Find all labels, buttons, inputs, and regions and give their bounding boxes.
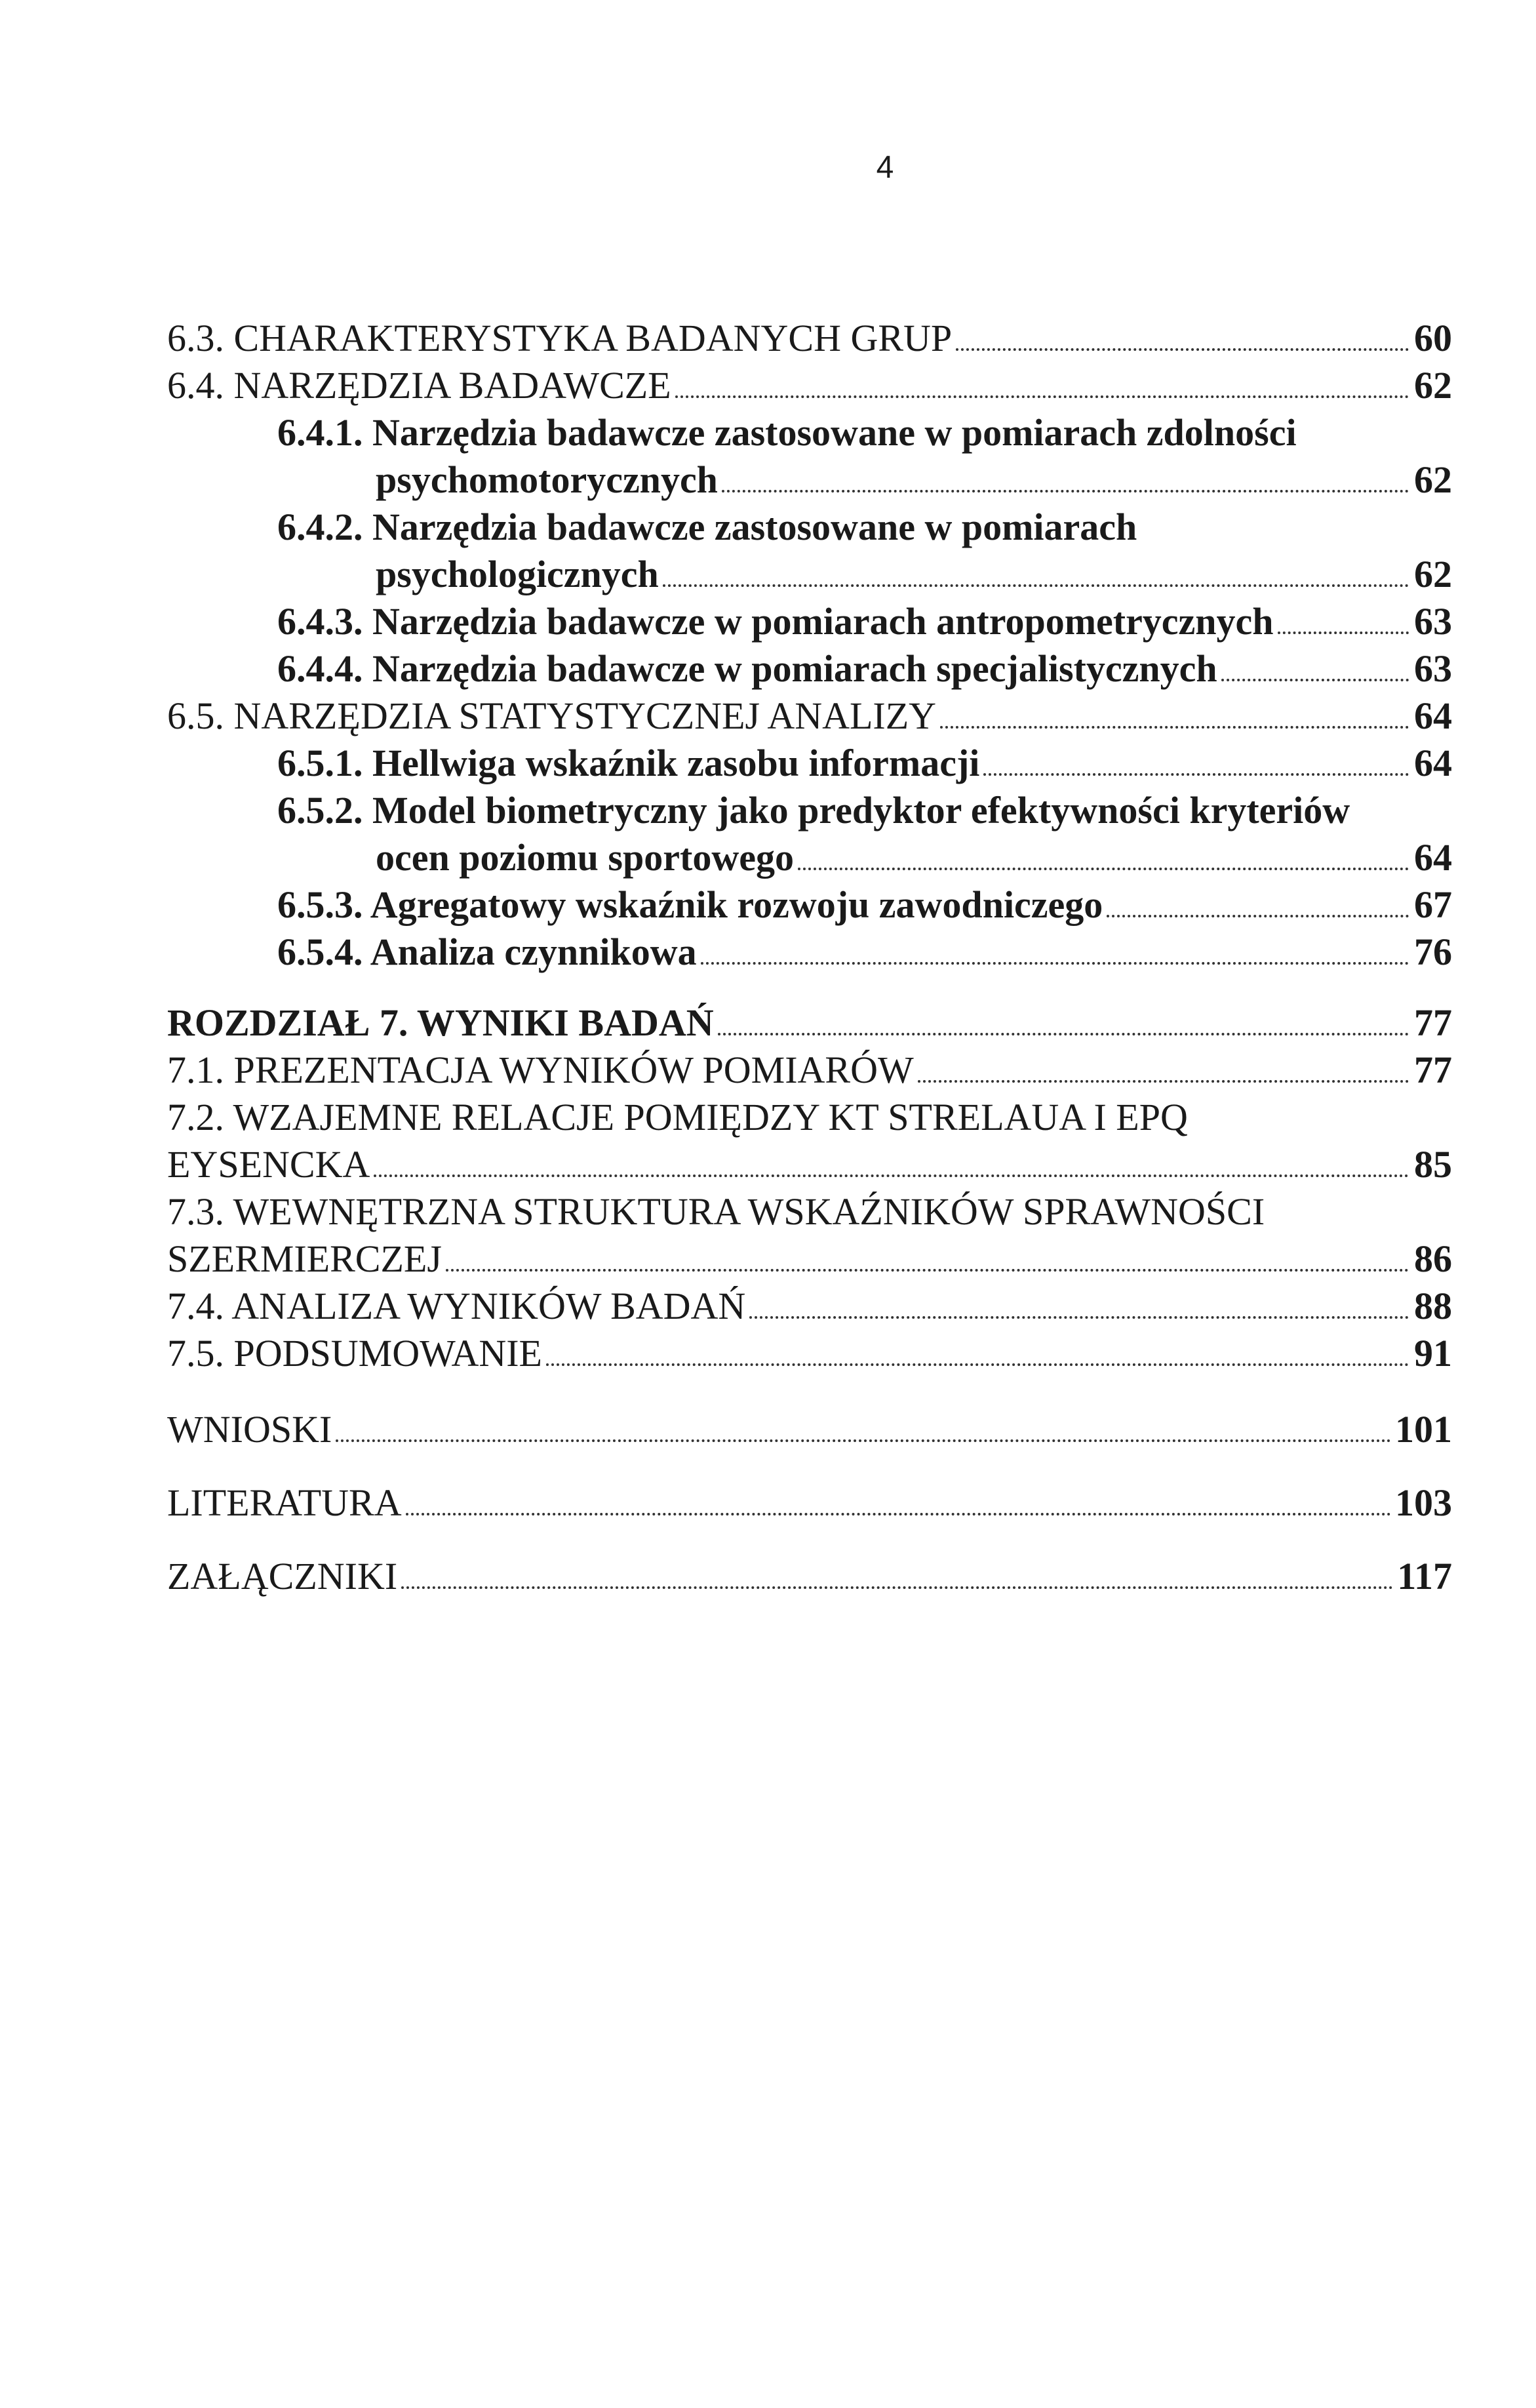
toc-entry-label: 6.5.1. Hellwiga wskaźnik zasobu informacji	[277, 742, 980, 784]
toc-entry-page: 67	[1414, 883, 1452, 926]
toc-entry-page: 76	[1414, 931, 1452, 973]
toc-entry-label: 6.5.3. Agregatowy wskaźnik rozwoju zawodniczego	[277, 883, 1103, 926]
toc-entry-7-2[interactable]: 7.2. WZAJEMNE RELACJE POMIĘDZY KT STRELAUA I EPQ	[167, 1096, 1188, 1138]
toc-entry-label: ROZDZIAŁ 7. WYNIKI BADAŃ	[167, 1001, 714, 1044]
dot-leader	[983, 763, 1409, 776]
toc-entry-6-4-2-cont[interactable]	[167, 551, 1452, 598]
toc-entry-label: ocen poziomu sportowego	[376, 836, 794, 879]
toc-entry-7-1[interactable]	[167, 1047, 1452, 1094]
toc-entry-label: ZAŁĄCZNIKI	[167, 1555, 398, 1597]
spacer	[167, 976, 1452, 999]
toc-entry-page: 62	[1414, 364, 1452, 407]
toc-entry-page: 86	[1414, 1237, 1452, 1280]
dot-leader	[918, 1070, 1409, 1083]
toc-entry-6-5[interactable]	[167, 692, 1452, 740]
dot-leader	[701, 952, 1409, 965]
dot-leader	[749, 1306, 1409, 1319]
dot-leader	[940, 715, 1409, 729]
toc-entry-label: SZERMIERCZEJ	[167, 1237, 442, 1280]
toc-entry-page: 88	[1414, 1285, 1452, 1327]
toc-entry-6-4-4[interactable]	[167, 645, 1452, 692]
dot-leader	[722, 479, 1409, 492]
toc-entry-page: 62	[1414, 553, 1452, 595]
toc-entry-label: 7.4. ANALIZA WYNIKÓW BADAŃ	[167, 1285, 746, 1327]
toc-entry-7-2-cont[interactable]	[167, 1141, 1452, 1188]
toc-entry-label: 6.5.4. Analiza czynnikowa	[277, 931, 697, 973]
toc-entry-label: psychologicznych	[376, 553, 659, 595]
toc-entry-6-5-2[interactable]: 6.5.2. Model biometryczny jako predyktor efektywności kryteriów	[277, 789, 1350, 832]
toc-entry-page: 117	[1397, 1555, 1452, 1597]
toc-entry-page: 77	[1414, 1001, 1452, 1044]
toc-entry-7-3-cont[interactable]	[167, 1235, 1452, 1283]
toc-entry-6-5-4[interactable]	[167, 929, 1452, 976]
toc-entry-page: 64	[1414, 836, 1452, 879]
toc-entry-6-4-1[interactable]: 6.4.1. Narzędzia badawcze zastosowane w pomiarach zdolności	[277, 411, 1297, 454]
toc-entry-label: 7.5. PODSUMOWANIE	[167, 1332, 542, 1375]
toc-entry-page: 64	[1414, 742, 1452, 784]
toc-entry-6-5-1[interactable]	[167, 740, 1452, 787]
dot-leader	[546, 1353, 1409, 1366]
toc-entry-page: 85	[1414, 1143, 1452, 1186]
toc-entry-label: psychomotorycznych	[376, 458, 718, 501]
toc-entry-7-4[interactable]	[167, 1283, 1452, 1330]
toc-entry-label: 6.4.3. Narzędzia badawcze w pomiarach antropometrycznych	[277, 600, 1274, 643]
dot-leader	[406, 1502, 1391, 1515]
toc-entry-7-5[interactable]	[167, 1330, 1452, 1377]
page-number: 4	[876, 150, 894, 185]
dot-leader	[675, 385, 1409, 398]
toc-entry-zalaczniki[interactable]	[167, 1553, 1452, 1600]
table-of-contents	[167, 315, 1452, 1600]
dot-leader	[1221, 668, 1409, 681]
toc-entry-6-5-3[interactable]	[167, 881, 1452, 929]
toc-entry-page: 63	[1414, 647, 1452, 690]
dot-leader	[446, 1258, 1409, 1272]
toc-entry-wnioski[interactable]	[167, 1406, 1452, 1453]
dot-leader	[1107, 904, 1409, 917]
dot-leader	[956, 338, 1409, 351]
dot-leader	[374, 1164, 1409, 1177]
dot-leader	[798, 857, 1409, 870]
spacer	[167, 1453, 1452, 1479]
toc-entry-page: 60	[1414, 317, 1452, 359]
dot-leader	[336, 1429, 1391, 1442]
dot-leader	[663, 574, 1409, 587]
toc-entry-label: EYSENCKA	[167, 1143, 370, 1186]
toc-entry-label: LITERATURA	[167, 1481, 402, 1524]
dot-leader	[1278, 621, 1409, 634]
toc-entry-6-4[interactable]	[167, 362, 1452, 409]
toc-entry-page: 64	[1414, 694, 1452, 737]
toc-entry-label: 6.5. NARZĘDZIA STATYSTYCZNEJ ANALIZY	[167, 694, 937, 737]
toc-entry-6-5-2-cont[interactable]	[167, 834, 1452, 881]
toc-entry-literatura[interactable]	[167, 1479, 1452, 1527]
toc-entry-label: WNIOSKI	[167, 1408, 332, 1451]
toc-entry-page: 77	[1414, 1049, 1452, 1091]
toc-entry-page: 101	[1395, 1408, 1452, 1451]
toc-entry-6-4-3[interactable]	[167, 598, 1452, 645]
toc-entry-6-4-2[interactable]: 6.4.2. Narzędzia badawcze zastosowane w pomiarach	[277, 506, 1137, 548]
toc-entry-page: 103	[1395, 1481, 1452, 1524]
toc-entry-page: 91	[1414, 1332, 1452, 1375]
toc-entry-label: 6.3. CHARAKTERYSTYKA BADANYCH GRUP	[167, 317, 953, 359]
dot-leader	[718, 1022, 1409, 1035]
toc-entry-label: 6.4.4. Narzędzia badawcze w pomiarach specjalistycznych	[277, 647, 1217, 690]
spacer	[167, 1527, 1452, 1553]
spacer	[167, 1377, 1452, 1406]
dot-leader	[401, 1576, 1393, 1589]
toc-entry-page: 63	[1414, 600, 1452, 643]
toc-entry-6-4-1-cont[interactable]	[167, 456, 1452, 504]
toc-entry-6-3[interactable]	[167, 315, 1452, 362]
toc-entry-chapter-7[interactable]	[167, 999, 1452, 1047]
toc-entry-label: 6.4. NARZĘDZIA BADAWCZE	[167, 364, 671, 407]
toc-entry-7-3[interactable]: 7.3. WEWNĘTRZNA STRUKTURA WSKAŹNIKÓW SPRAWNOŚCI	[167, 1190, 1265, 1233]
toc-entry-page: 62	[1414, 458, 1452, 501]
toc-entry-label: 7.1. PREZENTACJA WYNIKÓW POMIARÓW	[167, 1049, 914, 1091]
